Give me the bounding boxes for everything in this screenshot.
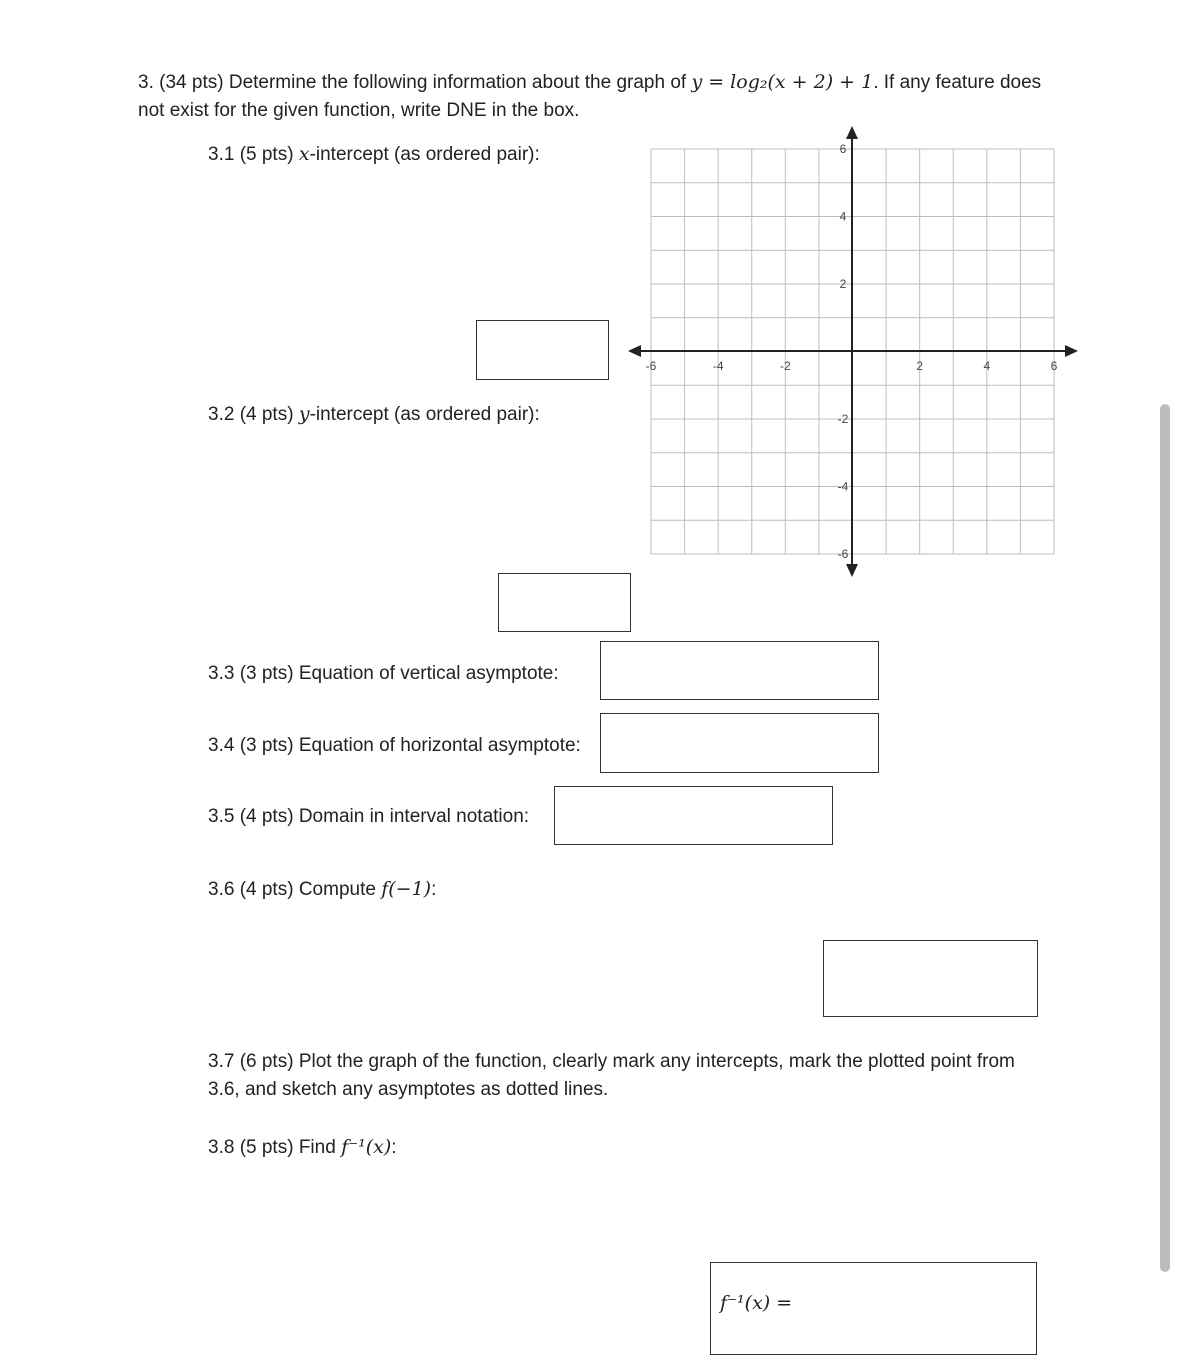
y-tick-label: 2 <box>839 277 847 291</box>
y-tick-label: -4 <box>837 479 849 494</box>
question-text: -intercept (as ordered pair): <box>309 144 540 165</box>
question-text: Find <box>298 1137 336 1158</box>
answer-box-3-2[interactable] <box>498 573 631 632</box>
x-tick-label: -4 <box>712 359 724 373</box>
question-label: 3.3 (3 pts) <box>208 663 294 684</box>
vertical-scrollbar[interactable] <box>1160 404 1170 1272</box>
problem-number: 3. <box>138 72 154 93</box>
x-tick-label: 4 <box>983 359 991 373</box>
question-text: Equation of vertical asymptote: <box>298 663 559 684</box>
problem-statement <box>138 68 1058 125</box>
answer-box-3-4[interactable] <box>600 713 879 773</box>
x-tick-label: -6 <box>645 359 657 373</box>
question-3-8 <box>208 1133 397 1162</box>
axes <box>628 126 1078 577</box>
y-axis-up-arrow <box>846 126 858 139</box>
question-text: Compute <box>298 879 376 900</box>
question-3-3 <box>208 660 559 688</box>
question-label: 3.8 (5 pts) <box>208 1137 294 1158</box>
x-tick-label: 6 <box>1050 359 1058 373</box>
y-tick-label: -2 <box>837 412 849 426</box>
problem-points: (34 pts) <box>159 72 224 93</box>
y-tick-label: -6 <box>837 547 849 561</box>
coordinate-grid[interactable] <box>620 120 1090 590</box>
question-3-4 <box>208 732 581 760</box>
y-tick-label: 4 <box>839 209 847 224</box>
question-3-5 <box>208 803 529 831</box>
answer-box-3-6[interactable] <box>823 940 1038 1017</box>
question-variable: y <box>298 403 310 425</box>
question-label: 3.6 (4 pts) <box>208 879 294 900</box>
question-label: 3.4 (3 pts) <box>208 735 294 756</box>
x-axis-left-arrow <box>628 345 641 357</box>
question-suffix: : <box>391 1137 397 1158</box>
question-variable: x <box>298 143 310 165</box>
x-tick-label: 2 <box>916 359 924 373</box>
question-expression: f(−1) <box>381 878 432 900</box>
problem-equation: y = log₂(x + 2) + 1 <box>691 71 874 93</box>
question-3-7 <box>208 1048 1038 1104</box>
question-label: 3.5 (4 pts) <box>208 806 294 827</box>
question-label: 3.7 (6 pts) <box>208 1051 294 1072</box>
answer-box-3-1[interactable] <box>476 320 609 380</box>
question-3-6 <box>208 875 436 904</box>
question-text: -intercept (as ordered pair): <box>309 404 540 425</box>
question-label: 3.2 (4 pts) <box>208 404 294 425</box>
answer-box-3-5[interactable] <box>554 786 833 845</box>
question-suffix: : <box>431 879 437 900</box>
inverse-box-label: f⁻¹(x) = <box>720 1292 793 1314</box>
problem-text: Determine the following information about the graph of <box>228 72 687 93</box>
question-text: Equation of horizontal asymptote: <box>298 735 581 756</box>
question-label: 3.1 (5 pts) <box>208 144 294 165</box>
x-tick-label: -2 <box>779 359 791 373</box>
question-3-1 <box>208 140 540 169</box>
answer-box-3-3[interactable] <box>600 641 879 700</box>
y-tick-label: 6 <box>839 142 847 156</box>
y-axis-down-arrow <box>846 564 858 577</box>
question-3-2 <box>208 400 540 429</box>
x-axis-right-arrow <box>1065 345 1078 357</box>
problem-instructions: . If any feature does not exist for the given function, write DNE in the box. <box>138 72 1042 121</box>
question-expression: f⁻¹(x) <box>341 1136 392 1158</box>
question-text: Plot the graph of the function, clearly mark any intercepts, mark the plotted point from 3.6, and sketch any asymptotes as dotted lines. <box>208 1051 1015 1100</box>
question-text: Domain in interval notation: <box>298 806 530 827</box>
